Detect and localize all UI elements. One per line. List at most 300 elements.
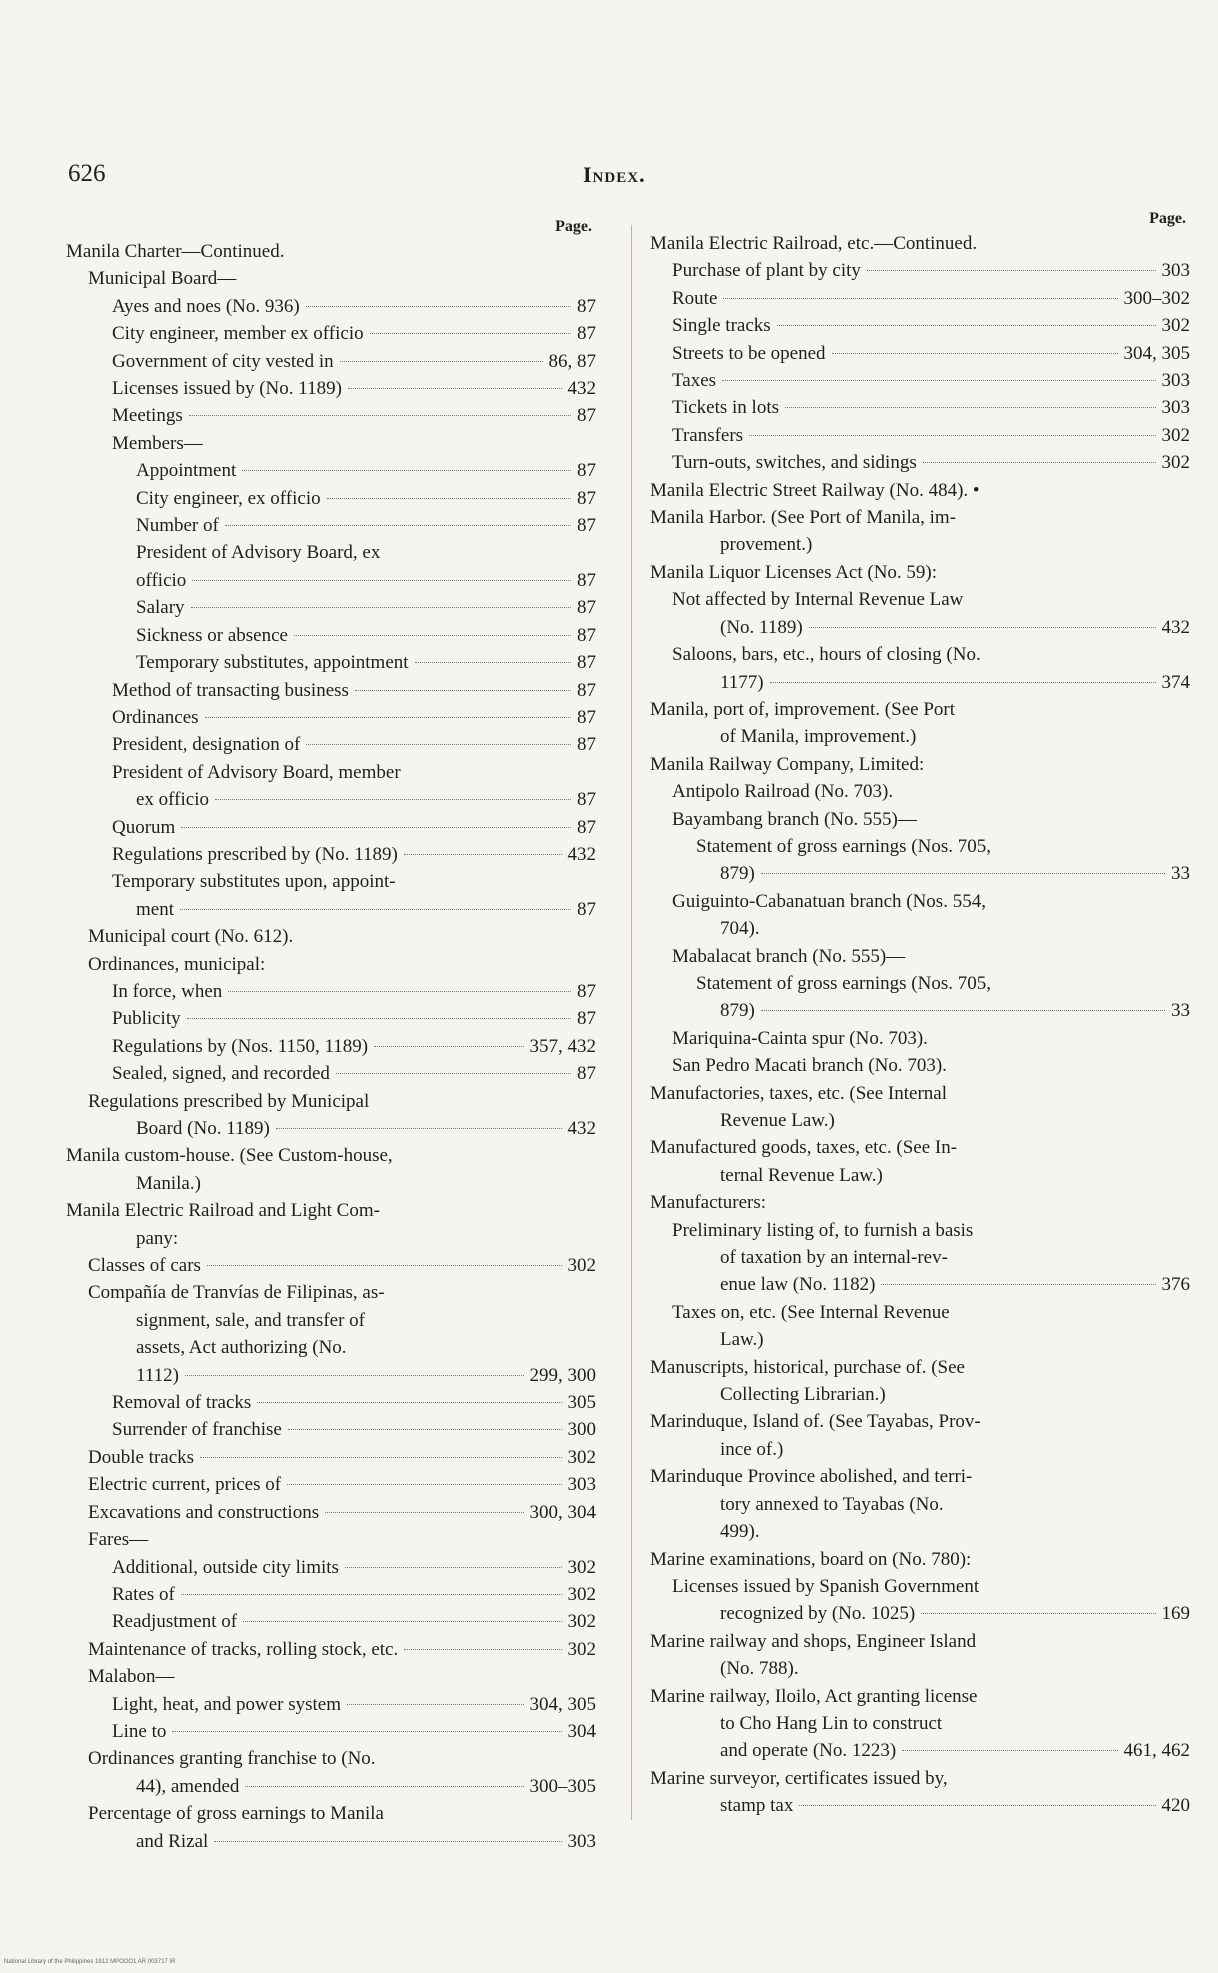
entry-text: Marine railway and shops, Engineer Island [650,1630,977,1652]
scan-footer: National Library of the Philippines 1912 MPOOO1 AR 003717 IR [4,1959,176,1965]
dot-leader [214,1841,561,1842]
dot-leader [191,607,571,608]
index-entry [66,759,596,786]
dot-leader [181,827,571,828]
dot-leader [287,1484,561,1485]
entry-page-ref: 87 [577,515,596,537]
index-entry [650,1573,1190,1600]
entry-text: of taxation by an internal-rev- [720,1247,948,1269]
index-entry [66,1800,596,1827]
entry-page-ref: 432 [567,1118,596,1139]
entry-page-ref: 302 [567,1446,596,1468]
entry-page-ref: 87 [577,1063,596,1085]
index-entry [66,1663,596,1690]
dot-leader [225,525,571,526]
entry-page-ref: 300 [567,1419,596,1441]
entry-text: Readjustment of [112,1611,238,1633]
entry-text: Statement of gross earnings (Nos. 705, [696,972,991,994]
entry-page-ref: 87 [577,679,596,701]
entry-text: Line to [112,1720,167,1742]
index-entry [650,367,1190,394]
index-entry [66,238,596,265]
dot-leader [294,635,571,636]
index-entry [650,1326,1190,1353]
dot-leader [881,1284,1155,1285]
entry-text: Appointment [136,460,237,482]
entry-page-ref: 87 [577,487,596,509]
entry-text: Manufacturers: [650,1192,767,1214]
dot-leader [404,1649,561,1650]
entry-text: recognized by (No. 1025) [720,1603,916,1625]
index-entry [66,1554,596,1581]
entry-text: Removal of tracks [112,1392,252,1414]
index-entry [650,1162,1190,1189]
entry-text: ment [136,898,174,920]
entry-page-ref: 87 [577,624,596,646]
entry-page-ref: 33 [1171,1000,1190,1022]
dot-leader [327,498,571,499]
index-entry [66,485,596,512]
dot-leader [180,909,571,910]
dot-leader [245,1786,523,1787]
entry-page-ref: 87 [577,898,596,920]
entry-text: Electric current, prices of [88,1474,282,1496]
index-entry [66,978,596,1005]
entry-text: Antipolo Railroad (No. 703). [672,781,894,803]
entry-page-ref: 169 [1161,1603,1190,1625]
entry-text: Manila Railway Company, Limited: [650,753,925,775]
entry-page-ref: 303 [567,1474,596,1496]
page-label: Page. [1149,210,1186,227]
entry-page-ref: 303 [1161,260,1190,282]
entry-text: 1112) [136,1364,179,1386]
entry-text: Members— [112,432,203,454]
dot-leader [347,1704,523,1705]
index-entry [650,696,1190,723]
entry-text: Publicity [112,1008,181,1030]
entry-text: Mariquina-Cainta spur (No. 703). [672,1027,928,1049]
index-entry [650,806,1190,833]
dot-leader [185,1375,524,1376]
dot-leader [189,415,571,416]
index-entry [66,814,596,841]
dot-leader [867,270,1156,271]
index-entry [66,951,596,978]
dot-leader [770,682,1156,683]
index-entry [650,669,1190,696]
entry-page-ref: 432 [567,378,596,400]
entry-text: Licenses issued by (No. 1189) [112,378,342,400]
dot-leader [370,333,571,334]
entry-text: and Rizal [136,1830,209,1852]
entry-text: Temporary substitutes upon, appoint- [112,871,396,893]
entry-text: Ayes and noes (No. 936) [112,295,300,317]
index-entry [650,833,1190,860]
entry-text: Ordinances [112,706,199,728]
entry-page-ref: 304, 305 [529,1693,596,1715]
index-entry [650,860,1190,887]
index-entry [650,1134,1190,1161]
index-entry [650,1052,1190,1079]
entry-text: Manila Electric Railroad, etc.—Continued. [650,233,978,254]
entry-text: City engineer, ex officio [136,487,321,509]
index-entry [66,1745,596,1772]
entry-text: Manila Liquor Licenses Act (No. 59): [650,561,938,583]
entry-page-ref: 302 [1161,315,1190,337]
entry-text: Taxes [672,370,717,392]
entry-text: (No. 1189) [720,616,803,638]
entry-text: Double tracks [88,1446,195,1468]
index-entry [66,677,596,704]
index-entry [66,375,596,402]
entry-text: Regulations prescribed by Municipal [88,1090,370,1112]
dot-leader [242,470,571,471]
entry-text: Marinduque, Island of. (See Tayabas, Prov- [650,1411,981,1433]
entry-text: Manila Charter—Continued. [66,241,285,262]
index-entry [66,1362,596,1389]
entry-text: to Cho Hang Lin to construct [720,1712,943,1734]
entry-text: Ordinances granting franchise to (No. [88,1748,376,1770]
entry-page-ref: 305 [567,1392,596,1414]
entry-page-ref: 87 [577,569,596,591]
entry-page-ref: 87 [577,405,596,427]
entry-page-ref: 461, 462 [1123,1740,1190,1762]
index-entry [650,586,1190,613]
entry-page-ref: 87 [577,706,596,728]
entry-text: Preliminary listing of, to furnish a basis [672,1219,974,1241]
index-entry [650,1189,1190,1216]
index-entry [650,751,1190,778]
index-entry [650,477,1190,504]
page-label: Page. [555,218,592,235]
index-entry [650,1491,1190,1518]
entry-page-ref: 302 [567,1583,596,1605]
index-entry [650,997,1190,1024]
index-entry [66,457,596,484]
index-entry [650,970,1190,997]
dot-leader [345,1567,562,1568]
entry-text: Marinduque Province abolished, and terri- [650,1466,973,1488]
entry-text: Manila Harbor. (See Port of Manila, im- [650,507,957,529]
index-entry [66,1526,596,1553]
index-entry [650,1271,1190,1298]
index-entry [66,1718,596,1745]
dot-leader [243,1621,561,1622]
entry-text: Rates of [112,1583,175,1605]
index-entry [66,567,596,594]
entry-text: Manila Electric Railroad and Light Com- [66,1200,380,1222]
index-entry [650,1765,1190,1792]
dot-leader [785,407,1156,408]
entry-text: Meetings [112,405,183,427]
entry-text: 879) [720,1000,755,1022]
index-entry [66,923,596,950]
index-entry [650,394,1190,421]
index-entry [66,1334,596,1361]
index-entry [66,1279,596,1306]
entry-text: pany: [136,1227,179,1249]
index-entry [650,1381,1190,1408]
entry-text: Compañía de Tranvías de Filipinas, as- [88,1282,385,1304]
entry-text: Single tracks [672,315,771,337]
index-entry [66,1636,596,1663]
entry-page-ref: 87 [577,652,596,674]
index-entry [650,1628,1190,1655]
dot-leader [809,627,1156,628]
index-entry [650,340,1190,367]
dot-leader [355,690,571,691]
dot-leader [276,1128,562,1129]
index-entry [66,594,596,621]
entry-text: Board (No. 1189) [136,1118,270,1139]
entry-text: In force, when [112,980,223,1002]
index-entry [650,614,1190,641]
index-entry [66,348,596,375]
dot-leader [799,1805,1155,1806]
index-entry [66,539,596,566]
dot-leader [200,1457,561,1458]
entry-text: Surrender of franchise [112,1419,282,1441]
index-entry [66,1773,596,1800]
dot-leader [205,717,571,718]
index-entry [650,230,1190,257]
index-entry [650,257,1190,284]
index-entry [66,731,596,758]
entry-text: Government of city vested in [112,350,334,372]
dot-leader [207,1265,562,1266]
entry-text: assets, Act authorizing (No. [136,1337,347,1359]
entry-page-ref: 87 [577,1008,596,1030]
entry-text: Number of [136,515,219,537]
index-entry [66,1608,596,1635]
entry-page-ref: 302 [567,1638,596,1660]
index-entry [66,649,596,676]
entry-text: and operate (No. 1223) [720,1740,897,1762]
entry-page-ref: 87 [577,460,596,482]
dot-leader [404,854,562,855]
entry-text: enue law (No. 1182) [720,1274,876,1296]
entry-page-ref: 304 [567,1720,596,1742]
entry-page-ref: 376 [1161,1274,1190,1296]
entry-text: Regulations prescribed by (No. 1189) [112,843,398,865]
entry-text: Municipal Board— [88,268,237,290]
dot-leader [921,1613,1155,1614]
index-entry [66,512,596,539]
entry-text: Marine railway, Iloilo, Act granting license [650,1685,978,1707]
index-entry [650,1546,1190,1573]
index-entry [66,402,596,429]
entry-page-ref: 300–305 [529,1775,596,1797]
entry-text: Temporary substitutes, appointment [136,652,409,674]
entry-text: ternal Revenue Law.) [720,1164,883,1186]
index-list [66,238,596,1855]
entry-page-ref: 302 [1161,424,1190,446]
entry-text: Marine examinations, board on (No. 780): [650,1548,972,1570]
entry-text: Regulations by (Nos. 1150, 1189) [112,1035,369,1057]
entry-page-ref: 303 [1161,397,1190,419]
dot-leader [722,380,1155,381]
index-entry [66,622,596,649]
entry-page-ref: 87 [577,323,596,345]
index-entry [66,320,596,347]
index-entry [650,1737,1190,1764]
entry-text: Excavations and constructions [88,1501,320,1523]
index-entry [650,915,1190,942]
entry-text: 879) [720,863,755,885]
entry-text: Method of transacting business [112,679,349,701]
entry-text: President, designation of [112,734,301,756]
entry-text: 704). [720,918,760,940]
index-entry [650,1600,1190,1627]
index-list [650,230,1190,1820]
entry-text: Salary [136,597,185,619]
entry-text: tory annexed to Tayabas (No. [720,1493,944,1515]
entry-text: Mabalacat branch (No. 555)— [672,945,906,967]
entry-text: of Manila, improvement.) [720,726,917,748]
index-entry [650,1354,1190,1381]
index-entry [66,1005,596,1032]
entry-text: Manufactories, taxes, etc. (See Internal [650,1082,948,1104]
index-entry [66,1225,596,1252]
entry-text: Licenses issued by Spanish Government [672,1575,980,1597]
dot-leader [723,298,1117,299]
index-entry [650,1408,1190,1435]
index-entry [650,559,1190,586]
entry-text: Sealed, signed, and recorded [112,1063,330,1085]
dot-leader [923,462,1156,463]
index-entry [650,504,1190,531]
entry-page-ref: 299, 300 [529,1364,596,1386]
entry-text: Purchase of plant by city [672,260,861,282]
dot-leader [374,1046,523,1047]
dot-leader [902,1750,1117,1751]
index-entry [650,723,1190,750]
entry-text: Guiguinto-Cabanatuan branch (Nos. 554, [672,890,986,912]
index-entry [650,1463,1190,1490]
index-entry [66,1170,596,1197]
entry-page-ref: 87 [577,734,596,756]
index-entry [650,1683,1190,1710]
left-column [66,218,596,1855]
dot-leader [777,325,1156,326]
entry-page-ref: 302 [567,1611,596,1633]
index-entry [66,1444,596,1471]
dot-leader [288,1429,562,1430]
entry-page-ref: 87 [577,789,596,811]
entry-text: Route [672,287,718,309]
entry-text: Marine surveyor, certificates issued by, [650,1767,948,1789]
entry-text: Revenue Law.) [720,1110,835,1131]
entry-text: Manila, port of, improvement. (See Port [650,698,955,720]
entry-text: Manila.) [136,1172,201,1194]
entry-page-ref: 302 [567,1556,596,1578]
index-entry [66,1033,596,1060]
entry-page-ref: 33 [1171,863,1190,885]
dot-leader [187,1018,571,1019]
entry-text: Municipal court (No. 612). [88,926,294,948]
entry-page-ref: 303 [1161,370,1190,392]
entry-text: Saloons, bars, etc., hours of closing (No. [672,644,981,666]
dot-leader [215,799,571,800]
index-entry [650,1792,1190,1819]
page-number: 626 [68,160,106,187]
entry-page-ref: 374 [1161,671,1190,693]
dot-leader [306,306,571,307]
index-entry [650,1217,1190,1244]
entry-text: Tickets in lots [672,397,779,419]
index-entry [66,1088,596,1115]
entry-text: Taxes on, etc. (See Internal Revenue [672,1301,950,1323]
index-entry [66,1389,596,1416]
dot-leader [348,388,562,389]
entry-page-ref: 87 [577,980,596,1002]
index-entry [650,778,1190,805]
right-column [650,210,1190,1820]
index-entry [650,943,1190,970]
index-entry [650,1080,1190,1107]
index-entry [66,841,596,868]
index-entry [66,293,596,320]
entry-text: Light, heat, and power system [112,1693,342,1715]
index-entry [66,1691,596,1718]
index-entry [650,1710,1190,1737]
entry-text: provement.) [720,534,813,556]
dot-leader [181,1594,562,1595]
entry-text: Fares— [88,1529,149,1551]
entry-text: San Pedro Macati branch (No. 703). [672,1055,947,1077]
index-entry [66,1252,596,1279]
index-entry [66,1142,596,1169]
index-entry [66,1499,596,1526]
entry-page-ref: 302 [1161,452,1190,474]
index-entry [650,312,1190,339]
entry-page-ref: 300–302 [1123,287,1190,309]
entry-text: Manila custom-house. (See Custom-house, [66,1145,393,1167]
dot-leader [749,435,1155,436]
dot-leader [336,1073,571,1074]
entry-text: 1177) [720,671,764,693]
entry-text: Turn-outs, switches, and sidings [672,452,917,474]
index-entry [66,430,596,457]
index-entry [66,896,596,923]
entry-page-ref: 87 [577,295,596,317]
entry-text: officio [136,569,187,591]
index-entry [650,1107,1190,1134]
index-entry [650,888,1190,915]
index-entry [650,1299,1190,1326]
index-entry [650,1518,1190,1545]
entry-text: Collecting Librarian.) [720,1384,886,1406]
entry-text: Maintenance of tracks, rolling stock, etc. [88,1638,399,1660]
entry-text: Classes of cars [88,1255,201,1277]
entry-page-ref: 87 [577,597,596,619]
dot-leader [228,991,571,992]
entry-text: Manufactured goods, taxes, etc. (See In- [650,1137,958,1159]
entry-text: Manuscripts, historical, purchase of. (See [650,1356,965,1378]
entry-text: Manila Electric Street Railway (No. 484). • [650,479,980,501]
index-entry [650,531,1190,558]
dot-leader [832,353,1118,354]
index-entry [650,1655,1190,1682]
dot-leader [306,744,571,745]
index-entry [66,1197,596,1224]
index-entry [650,449,1190,476]
index-entry [66,1416,596,1443]
dot-leader [761,1010,1165,1011]
entry-page-ref: 300, 304 [529,1501,596,1523]
running-head: Index. [583,162,646,187]
index-entry [650,1025,1190,1052]
